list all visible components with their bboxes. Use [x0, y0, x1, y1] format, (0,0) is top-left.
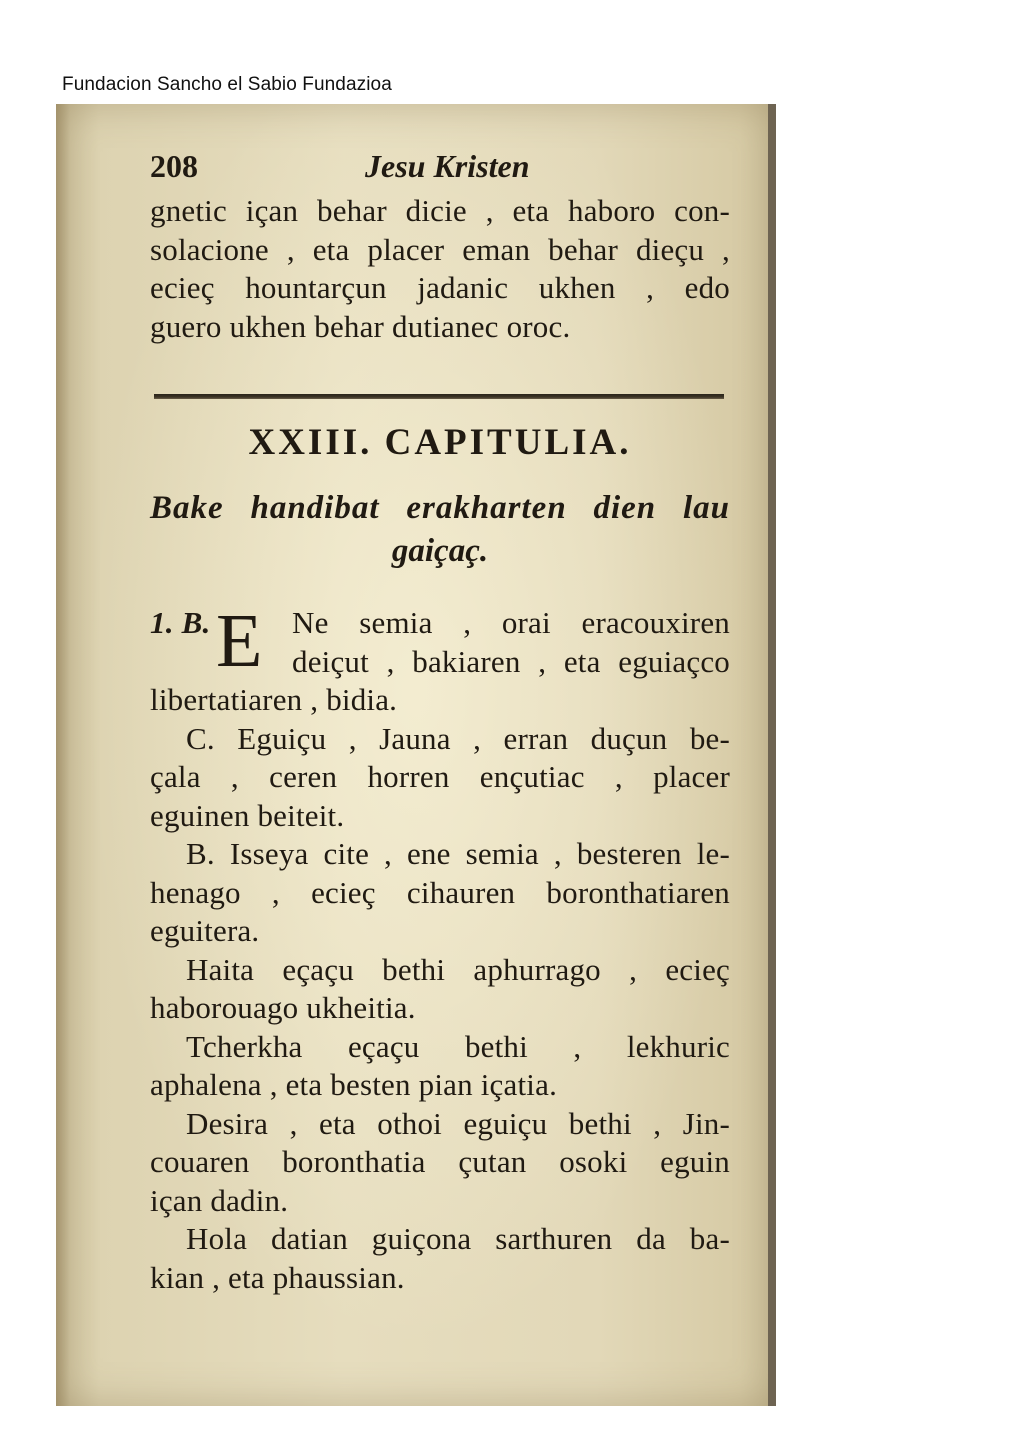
section-rule: [154, 394, 724, 399]
text-line: Hola datian guiçona sarthuren da ba-: [186, 1221, 730, 1256]
page-edge-right: [768, 104, 776, 1406]
text-line: solacione , eta placer eman behar dieçu ,: [150, 231, 730, 267]
text-line: Tcherkha eçaçu bethi , lekhuric: [186, 1028, 730, 1064]
text-line: Haita eçaçu bethi aphurrago , ecieç: [186, 951, 730, 987]
verse-text: Ne semia , orai eracouxiren: [292, 605, 730, 640]
intro-paragraph: [150, 192, 730, 346]
page-text: [150, 148, 730, 1297]
text-line: guero ukhen behar dutianec oroc.: [150, 308, 571, 344]
text-line: deiçut , bakiaren , eta eguiaçco: [292, 643, 730, 679]
scanned-page: [56, 104, 776, 1406]
text-line: içan dadin.: [150, 1182, 289, 1218]
text-line: libertatiaren , bidia.: [150, 682, 398, 717]
text-line: C. Eguiçu , Jauna , erran duçun be-: [186, 720, 730, 756]
text-line: kian , eta phaussian.: [150, 1259, 405, 1295]
page-shadow-left: [56, 104, 70, 1406]
source-header: Fundacion Sancho el Sabio Fundazioa: [62, 74, 392, 95]
chapter-subtitle-continued: gaiçaç.: [391, 533, 489, 569]
text-line: B. Isseya cite , ene semia , besteren le-: [186, 836, 730, 871]
text-line: Desira , eta othoi eguiçu bethi , Jin-: [186, 1105, 730, 1141]
verse-label: 1. B.: [150, 605, 211, 640]
running-title: Jesu Kristen: [365, 148, 530, 184]
page-number: 208: [150, 148, 198, 184]
chapter-title: XXIII. CAPITULIA.: [248, 422, 632, 463]
text-line: eguitera.: [150, 913, 260, 948]
drop-cap: E: [216, 599, 263, 683]
chapter-subtitle: Bake handibat erakharten dien lau: [150, 490, 730, 526]
text-line: couaren boronthatia çutan osoki eguin: [150, 1144, 730, 1179]
text-line: aphalena , eta besten pian içatia.: [150, 1067, 558, 1102]
text-line: çala , ceren horren ençutiac , placer: [150, 759, 730, 794]
verse-block: [150, 599, 730, 1297]
text-line: henago , ecieç cihauren boronthatiaren: [150, 874, 730, 910]
text-line: haborouago ukheitia.: [150, 990, 416, 1025]
text-line: ecieç hountarçun jadanic ukhen , edo: [150, 270, 730, 305]
text-line: gnetic içan behar dicie , eta haboro con-: [150, 193, 730, 228]
text-line: eguinen beiteit.: [150, 797, 345, 833]
running-head: [150, 148, 730, 192]
